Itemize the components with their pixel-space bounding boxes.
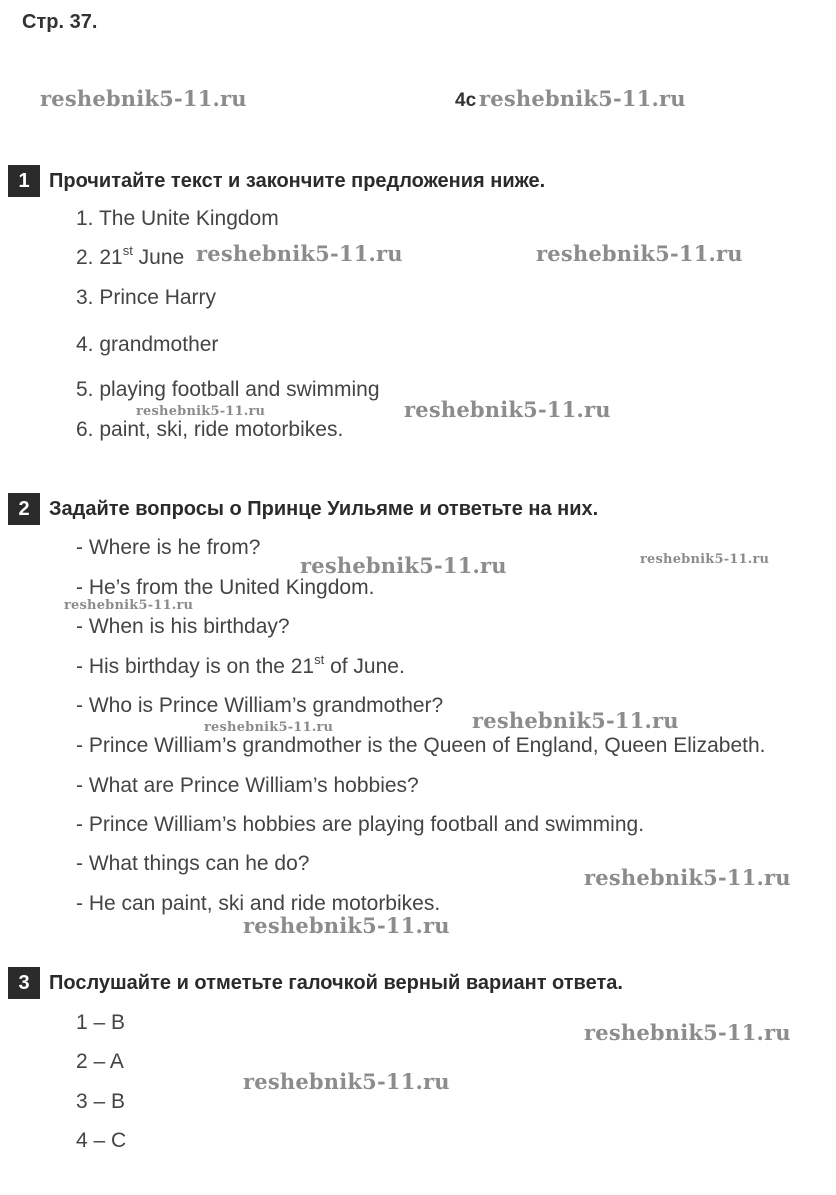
- watermark: reshebnik5-11.ru: [404, 397, 611, 422]
- task-2-line-6: - Prince William’s grandmother is the Queen of England, Queen Elizabeth.: [76, 734, 766, 757]
- task-2-header: [8, 493, 598, 525]
- watermark: reshebnik5-11.ru: [479, 86, 686, 111]
- watermark: reshebnik5-11.ru: [640, 552, 770, 567]
- task-3-title: Послушайте и отметьте галочкой верный вариант ответа.: [49, 971, 623, 994]
- page-reference: Стр. 37.: [22, 11, 98, 33]
- task-3-answer-2: 2 – A: [76, 1050, 124, 1073]
- watermark: reshebnik5-11.ru: [536, 241, 743, 266]
- watermark: reshebnik5-11.ru: [584, 865, 791, 890]
- task-2-line-4: [76, 652, 405, 679]
- task-2-line-8: - Prince William’s hobbies are playing football and swimming.: [76, 813, 645, 836]
- watermark: reshebnik5-11.ru: [136, 404, 266, 419]
- task-1-line-2-sup: st: [122, 243, 133, 258]
- watermark: reshebnik5-11.ru: [472, 708, 679, 733]
- task-2-line-4-sup: st: [314, 652, 325, 667]
- watermark: reshebnik5-11.ru: [40, 86, 247, 111]
- task-2-line-1: - Where is he from?: [76, 536, 261, 559]
- task-2-line-2: - He’s from the United Kingdom.: [76, 576, 375, 599]
- task-1-line-3: 3. Prince Harry: [76, 286, 217, 309]
- task-2-line-4-tail: of June.: [324, 655, 405, 678]
- task-2-title: Задайте вопросы о Принце Уильяме и ответьте на них.: [49, 497, 599, 520]
- watermark: reshebnik5-11.ru: [64, 598, 194, 613]
- task-1-header: [8, 165, 545, 197]
- watermark: reshebnik5-11.ru: [584, 1020, 791, 1045]
- task-1-line-6: 6. paint, ski, ride motorbikes.: [76, 418, 344, 441]
- task-2-line-5: - Who is Prince William’s grandmother?: [76, 694, 444, 717]
- task-2-line-3: - When is his birthday?: [76, 615, 290, 638]
- watermark: reshebnik5-11.ru: [204, 720, 334, 735]
- task-1-number: 1: [8, 165, 40, 197]
- header-note: 4c: [455, 90, 477, 111]
- task-1-line-4: 4. grandmother: [76, 333, 219, 356]
- task-1-line-1: 1. The Unite Kingdom: [76, 207, 279, 230]
- watermark: reshebnik5-11.ru: [243, 1069, 450, 1094]
- task-2-line-10: - He can paint, ski and ride motorbikes.: [76, 892, 441, 915]
- task-3-answer-1: 1 – B: [76, 1011, 126, 1034]
- task-2-line-4-text: - His birthday is on the 21: [76, 655, 315, 678]
- task-3-number: 3: [8, 967, 40, 999]
- task-3-header: [8, 967, 623, 999]
- task-1-line-2-text: 2. 21: [76, 246, 123, 269]
- task-2-line-7: - What are Prince William’s hobbies?: [76, 774, 419, 797]
- task-1-title: Прочитайте текст и закончите предложения ниже.: [49, 169, 546, 192]
- watermark: reshebnik5-11.ru: [196, 241, 403, 266]
- task-2-number: 2: [8, 493, 40, 525]
- task-3-answer-4: 4 – C: [76, 1129, 127, 1152]
- watermark: reshebnik5-11.ru: [243, 913, 450, 938]
- task-1-line-2: [76, 243, 185, 270]
- task-1-line-2-tail: June: [132, 246, 185, 269]
- task-1-line-5: 5. playing football and swimming: [76, 378, 380, 401]
- watermark: reshebnik5-11.ru: [300, 553, 507, 578]
- task-3-answer-3: 3 – B: [76, 1090, 126, 1113]
- task-2-line-9: - What things can he do?: [76, 852, 310, 875]
